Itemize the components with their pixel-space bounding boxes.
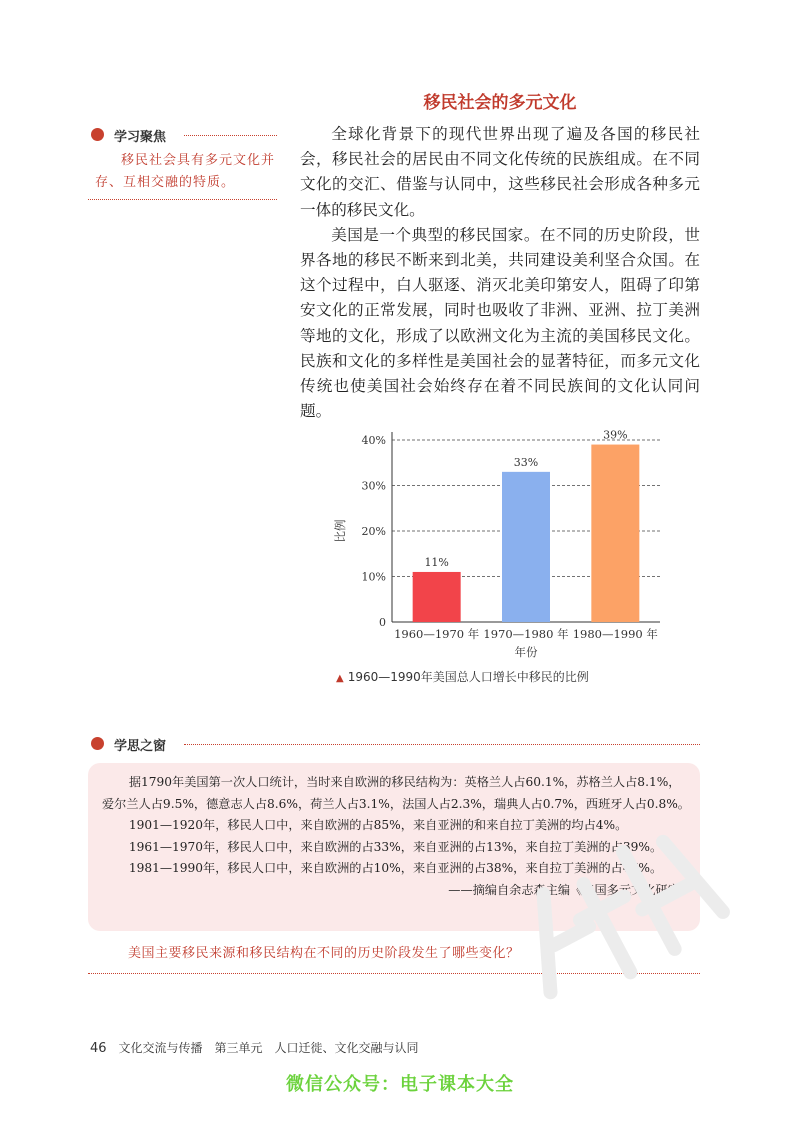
- y-tick-label: 0: [379, 616, 386, 629]
- bar: [591, 445, 639, 622]
- section-title: 移民社会的多元文化: [423, 93, 577, 113]
- window-text: [102, 772, 692, 902]
- bar: [413, 572, 461, 622]
- window-paragraph-4: 1981—1990年，移民人口中，来自欧洲的占10%，来自亚洲的占38%，来自拉丁美洲的占47%。: [128, 861, 663, 876]
- wechat-banner: 微信公众号：电子课本大全: [286, 1074, 514, 1095]
- window-title: 学思之窗: [114, 739, 167, 754]
- focus-bottom-divider: [88, 199, 277, 200]
- bar: [502, 472, 550, 622]
- main-paragraph-2: 美国是一个典型的移民国家。在不同的历史阶段，世界各地的移民不断来到北美，共同建设美利坚合众国。在这个过程中，白人驱逐、消灭北美印第安人，阻碍了印第安文化的正常发展，同时也吸收了非洲、亚洲、拉丁美洲等地的文化，形成了以欧洲文化为主流的美国移民文化。民族和文化的多样性是美国社会的显著特征，而多元文化传统也使美国社会始终存在着不同民族间的文化认同问题。: [300, 225, 700, 421]
- x-tick-label: 1960—1970 年: [394, 627, 480, 641]
- y-tick-label: 40%: [361, 434, 386, 447]
- window-paragraph-2: 1901—1920年，移民人口中，来自欧洲的占85%，来自亚洲的和来自拉丁美洲的均占4%。: [128, 818, 628, 833]
- window-paragraph-1: 据1790年美国第一次人口统计，当时来自欧洲的移民结构为：英格兰人占60.1%，苏格兰人占8.1%，爱尔兰人占9.5%，德意志人占8.6%，荷兰人占3.1%，法国人占2.3%，瑞典人占0.7%，西班牙人占0.8%。: [102, 775, 690, 811]
- bar-data-label: 33%: [513, 455, 539, 469]
- page-number: 46: [90, 1041, 107, 1056]
- bar-data-label: 11%: [424, 555, 449, 569]
- focus-title: 学习聚焦: [114, 130, 167, 145]
- footer-text: 文化交流与传播 第三单元 人口迁徙、文化交融与认同: [118, 1041, 419, 1055]
- y-axis-label: 比例: [333, 519, 347, 543]
- window-bottom-divider: [88, 973, 700, 974]
- x-axis-label: 年份: [514, 645, 538, 659]
- window-question: 美国主要移民来源和移民结构在不同的历史阶段发生了哪些变化？: [128, 946, 520, 961]
- immigration-bar-chart: [330, 420, 680, 660]
- focus-bullet-icon: [91, 128, 104, 141]
- main-paragraph-1: 全球化背景下的现代世界出现了遍及各国的移民社会，移民社会的居民由不同文化传统的民族组成。在不同文化的交汇、借鉴与认同中，这些移民社会形成各种多元一体的移民文化。: [300, 125, 700, 219]
- y-tick-label: 20%: [361, 525, 386, 538]
- focus-text: 移民社会具有多元文化并存、互相交融的特质。: [95, 153, 276, 190]
- main-text: [300, 122, 700, 424]
- window-paragraph-3: 1961—1970年，移民人口中，来自欧洲的占33%，来自亚洲的占13%，来自拉丁美洲的占39%。: [128, 839, 663, 854]
- caption-triangle-icon: ▲: [336, 673, 344, 684]
- focus-divider: [184, 135, 277, 136]
- y-tick-label: 30%: [361, 479, 386, 493]
- y-tick-label: 10%: [361, 570, 386, 584]
- page-footer: [90, 1039, 419, 1056]
- bar-data-label: 39%: [603, 428, 628, 442]
- window-source: ——摘编自余志森主编《美国多元文化研究》: [448, 882, 692, 897]
- window-bullet-icon: [91, 737, 104, 750]
- window-divider: [184, 744, 700, 745]
- x-tick-label: 1970—1980 年: [483, 627, 569, 641]
- chart-caption-text: 1960—1990年美国总人口增长中移民的比例: [347, 670, 589, 684]
- chart-caption: [336, 668, 589, 685]
- x-tick-label: 1980—1990 年: [572, 627, 658, 641]
